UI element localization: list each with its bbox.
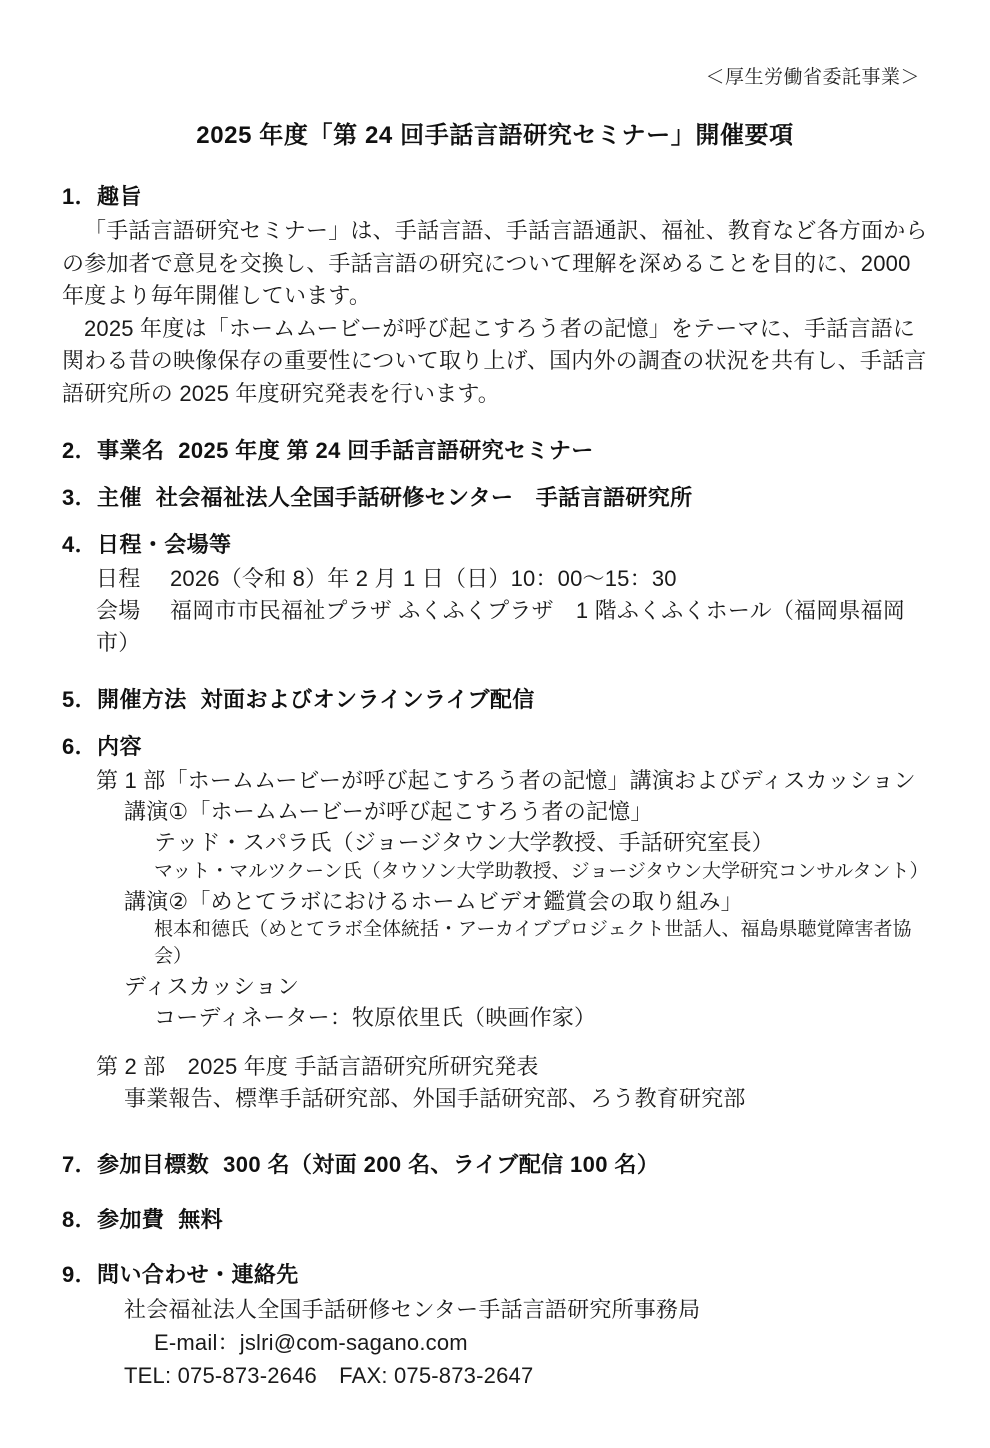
part2-detail: 事業報告、標準手話研究部、外国手話研究部、ろう教育研究部 bbox=[124, 1085, 746, 1111]
section-title: 参加目標数 bbox=[97, 1151, 210, 1177]
discussion-label: ディスカッション bbox=[124, 973, 300, 999]
purpose-paragraph-1: 「手話言語研究セミナー」は、手話言語、手話言語通訳、福祉、教育など各方面からの参加者で意見を交換し、手話言語の研究について理解を深めることを目的に、2000 年度より毎年開催しています。 bbox=[62, 218, 928, 309]
agency-tag: ＜厚生労働省委託事業＞ bbox=[705, 67, 920, 88]
lecture2-title: 講演②「めとてラボにおけるホームビデオ鑑賞会の取り組み」 bbox=[124, 888, 743, 914]
schedule-date-value: 2026（令和 8）年 2 月 1 日（日）10：00〜15：30 bbox=[170, 566, 677, 592]
section-fee bbox=[62, 1203, 928, 1234]
section-heading bbox=[62, 683, 928, 714]
section-title: 問い合わせ・連絡先 bbox=[97, 1261, 299, 1287]
section-heading bbox=[62, 1203, 928, 1234]
contact-phone-fax: TEL: 075-873-2646 FAX: 075-873-2647 bbox=[124, 1362, 534, 1388]
section-title: 内容 bbox=[97, 733, 142, 759]
section-heading bbox=[62, 1148, 928, 1179]
section-title: 参加費 bbox=[97, 1206, 165, 1232]
section-number: 4． bbox=[62, 532, 98, 558]
section-title: 事業名 bbox=[97, 438, 165, 464]
purpose-paragraph-2: 2025 年度は「ホームムービーが呼び起こすろう者の記憶」をテーマに、手話言語に関わる昔の映像保存の重要性について取り上げ、国内外の調査の状況を共有し、手話言語研究所の 2025 年度研究発表を行います。 bbox=[62, 315, 927, 406]
schedule-venue-value: 福岡市市民福祉プラザ ふくふくプラザ 1 階ふくふくホール（福岡県福岡市） bbox=[96, 598, 906, 656]
section-format bbox=[62, 683, 928, 714]
section-number: 6． bbox=[62, 733, 98, 759]
section-value: 2025 年度 第 24 回手話言語研究セミナー bbox=[178, 438, 594, 464]
discussion-coordinator: コーディネーター：牧原依里氏（映画作家） bbox=[154, 1005, 597, 1031]
schedule-row-venue bbox=[62, 595, 928, 659]
section-value: 社会福祉法人全国手話研修センター 手話言語研究所 bbox=[155, 485, 693, 511]
schedule-venue-label: 会場 bbox=[96, 598, 141, 624]
section-purpose bbox=[62, 180, 928, 410]
lecture1-speaker-2: マット・マルツクーン氏（タウソン大学助教授、ジョージタウン大学研究コンサルタント） bbox=[154, 860, 929, 882]
section-heading bbox=[62, 730, 928, 761]
section-heading bbox=[62, 528, 928, 559]
page-title: 2025 年度「第 24 回手話言語研究セミナー」開催要項 bbox=[196, 122, 794, 149]
section-target-attendance bbox=[62, 1148, 928, 1179]
section-number: 3． bbox=[62, 485, 98, 511]
section-value: 300 名（対面 200 名、ライブ配信 100 名） bbox=[223, 1151, 660, 1177]
section-title: 主催 bbox=[97, 485, 142, 511]
section-number: 2． bbox=[62, 438, 98, 464]
section-title: 開催方法 bbox=[97, 686, 187, 712]
section-number: 5． bbox=[62, 686, 98, 712]
lecture2-speaker-1: 根本和德氏（めとてラボ全体統括・アーカイブプロジェクト世話人、福島県聴覚障害者協会） bbox=[154, 918, 912, 967]
section-heading bbox=[62, 481, 928, 512]
section-contents bbox=[62, 730, 928, 1114]
schedule-row-date bbox=[62, 563, 928, 595]
section-organizer bbox=[62, 481, 928, 512]
part1-title: 第 1 部「ホームムービーが呼び起こすろう者の記憶」講演およびディスカッション bbox=[96, 767, 916, 793]
section-contact bbox=[62, 1258, 928, 1392]
section-number: 7． bbox=[62, 1151, 98, 1177]
part2-title: 第 2 部 2025 年度 手話言語研究所研究発表 bbox=[96, 1054, 539, 1080]
section-project-name bbox=[62, 434, 928, 465]
section-title: 日程・会場等 bbox=[97, 532, 232, 558]
section-heading bbox=[62, 434, 928, 465]
section-number: 8． bbox=[62, 1206, 98, 1232]
schedule-date-label: 日程 bbox=[96, 566, 141, 592]
contact-organization: 社会福祉法人全国手話研修センター手話言語研究所事務局 bbox=[124, 1296, 701, 1322]
section-value: 対面およびオンラインライブ配信 bbox=[200, 686, 535, 712]
section-number: 9． bbox=[62, 1261, 98, 1287]
section-heading bbox=[62, 1258, 928, 1289]
section-value: 無料 bbox=[178, 1206, 224, 1232]
section-heading bbox=[62, 180, 928, 211]
section-number: 1． bbox=[62, 184, 98, 209]
contact-email[interactable]: E-mail：jslri@com-sagano.com bbox=[154, 1329, 468, 1355]
section-schedule-venue bbox=[62, 528, 928, 659]
lecture1-title: 講演①「ホームムービーが呼び起こすろう者の記憶」 bbox=[124, 799, 653, 825]
section-title: 趣旨 bbox=[97, 184, 142, 209]
lecture1-speaker-1: テッド・スパラ氏（ジョージタウン大学教授、手話研究室長） bbox=[154, 830, 774, 856]
